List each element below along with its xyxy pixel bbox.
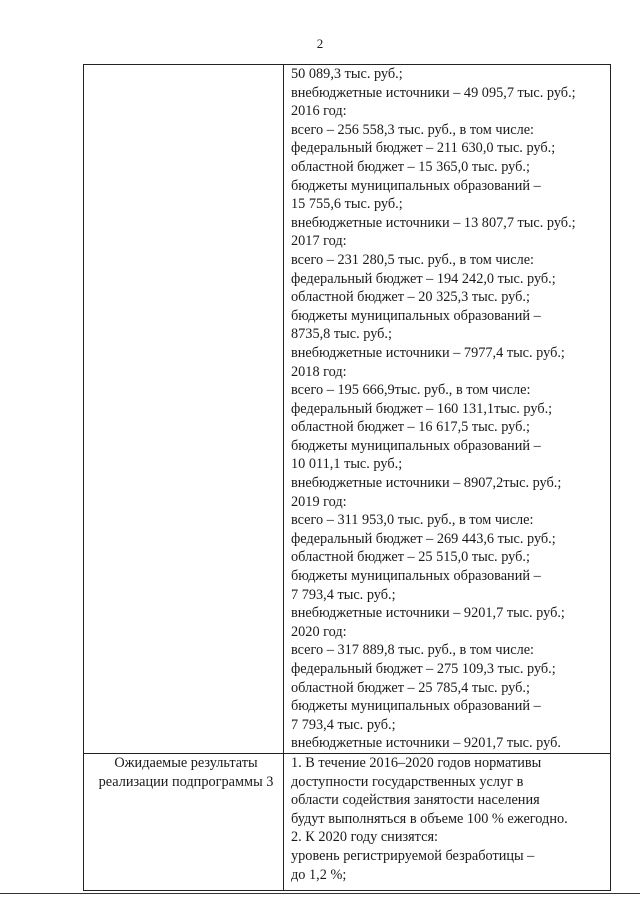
page-number: 2	[316, 36, 324, 51]
text-line: федеральный бюджет – 160 131,1тыс. руб.;	[291, 400, 553, 417]
text-line: реализации подпрограммы 3	[98, 773, 274, 790]
text-line: будут выполняться в объеме 100 % ежегодно.	[291, 810, 568, 827]
text-line: областной бюджет – 20 325,3 тыс. руб.;	[291, 289, 530, 306]
text-line: федеральный бюджет – 269 443,6 тыс. руб.;	[291, 530, 556, 547]
financing-label-cell	[84, 65, 284, 754]
text-line: бюджеты муниципальных образований –	[291, 177, 541, 194]
text-line: федеральный бюджет – 275 109,3 тыс. руб.;	[291, 661, 556, 677]
text-line: областной бюджет – 25 515,0 тыс. руб.;	[291, 549, 530, 566]
text-line: 2. К 2020 году снизятся:	[291, 829, 439, 846]
text-line: 50 089,3 тыс. руб.;	[291, 66, 403, 82]
financing-row	[84, 65, 611, 754]
expected-results-row	[84, 753, 611, 890]
text-line: 2018 год:	[291, 363, 347, 380]
text-line: 15 755,6 тыс. руб.;	[291, 196, 403, 213]
text-line: до 1,2 %;	[291, 866, 347, 883]
text-line: доступности государственных услуг в	[291, 773, 524, 790]
text-line: областной бюджет – 15 365,0 тыс. руб.;	[291, 158, 530, 175]
text-line: внебюджетные источники – 8907,2тыс. руб.;	[291, 475, 562, 492]
text-line: областной бюджет – 25 785,4 тыс. руб.;	[291, 679, 530, 696]
text-line: бюджеты муниципальных образований –	[291, 568, 541, 585]
text-line: Ожидаемые результаты	[114, 754, 258, 771]
text-line: бюджеты муниципальных образований –	[291, 437, 541, 454]
text-line: 1. В течение 2016–2020 годов нормативы	[291, 754, 542, 771]
expected-results-label	[84, 754, 283, 791]
expected-results-lines	[284, 754, 610, 884]
text-line: областной бюджет – 16 617,5 тыс. руб.;	[291, 419, 530, 436]
text-line: 2016 год:	[291, 103, 347, 120]
text-line: внебюджетные источники – 9201,7 тыс. руб.;	[291, 605, 565, 622]
text-line: 7 793,4 тыс. руб.;	[291, 586, 396, 603]
text-line: всего – 317 889,8 тыс. руб., в том числе:	[291, 642, 535, 659]
text-line: 10 011,1 тыс. руб.;	[291, 456, 403, 473]
text-line: бюджеты муниципальных образований –	[291, 307, 541, 324]
text-line: внебюджетные источники – 7977,4 тыс. руб.;	[291, 344, 565, 361]
text-line: всего – 231 280,5 тыс. руб., в том числе:	[291, 251, 535, 268]
text-line: федеральный бюджет – 211 630,0 тыс. руб.;	[291, 140, 556, 157]
text-line: бюджеты муниципальных образований –	[291, 698, 541, 715]
text-line: 7 793,4 тыс. руб.;	[291, 716, 396, 733]
text-line: внебюджетные источники – 9201,7 тыс. руб.	[291, 735, 561, 752]
text-line: всего – 311 953,0 тыс. руб., в том числе:	[291, 512, 534, 529]
text-line: всего – 195 666,9тыс. руб., в том числе:	[291, 382, 531, 399]
expected-results-label-cell	[84, 753, 284, 890]
text-line: 2020 год:	[291, 623, 347, 640]
text-line: внебюджетные источники – 13 807,7 тыс. руб.;	[291, 214, 576, 231]
text-line: всего – 256 558,3 тыс. руб., в том числе:	[291, 121, 535, 138]
text-line: уровень регистрируемой безработицы –	[291, 847, 535, 864]
text-line: внебюджетные источники – 49 095,7 тыс. руб.;	[291, 84, 576, 101]
text-line: 2019 год:	[291, 493, 347, 510]
text-line: области содействия занятости населения	[291, 792, 540, 809]
bottom-rule	[0, 893, 640, 894]
expected-results-value-cell	[284, 753, 611, 890]
text-line: федеральный бюджет – 194 242,0 тыс. руб.;	[291, 270, 556, 287]
financing-value-cell	[284, 65, 611, 754]
financing-lines	[284, 65, 610, 753]
text-line: 8735,8 тыс. руб.;	[291, 326, 392, 343]
text-line: 2017 год:	[291, 233, 347, 250]
subprogram-passport-table	[83, 64, 611, 891]
